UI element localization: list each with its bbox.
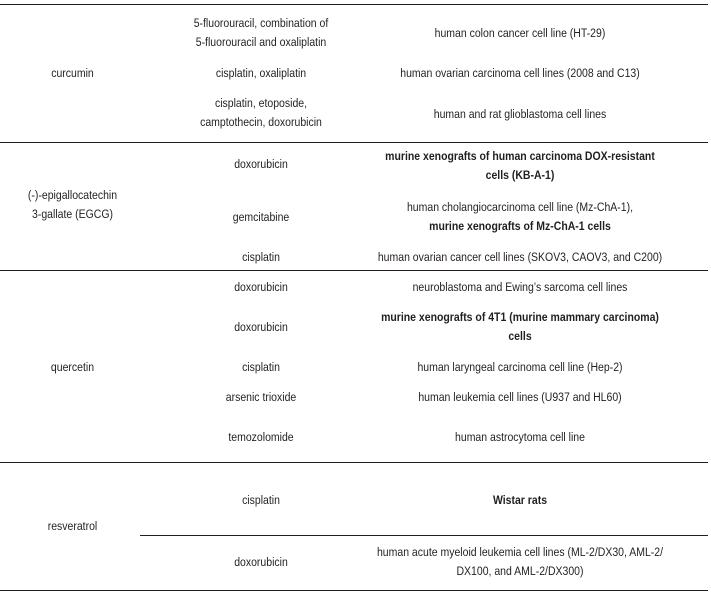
agent-cell — [10, 515, 135, 537]
model-line: human cholangiocarcinoma cell line (Mz-ChA-1), — [406, 200, 634, 214]
model-cell — [322, 62, 711, 84]
drug-line: cisplatin — [242, 359, 280, 374]
drug-line: cisplatin, oxaliplatin — [215, 65, 307, 80]
model-line: human ovarian cancer cell lines (SKOV3, CAOV3, and C200) — [377, 249, 663, 264]
model-line: human acute myeloid leukemia cell lines (ML-2/DX30, AML-2/ — [376, 545, 664, 559]
model-line: murine xenografts of Mz-ChA-1 cells — [429, 219, 611, 233]
model-line: neuroblastoma and Ewing’s sarcoma cell lines — [412, 279, 628, 294]
model-cell — [322, 489, 711, 511]
model-cell — [322, 541, 711, 583]
model-cell — [322, 426, 711, 448]
drug-line: cisplatin — [242, 492, 280, 507]
model-line: human leukemia cell lines (U937 and HL60) — [418, 389, 622, 404]
agent-cell — [10, 356, 135, 378]
model-line: human ovarian carcinoma cell lines (2008 and C13) — [400, 65, 640, 80]
model-cell — [322, 196, 711, 238]
drug-line: temozolomide — [228, 429, 294, 444]
drug-line: 5-fluorouracil and oxaliplatin — [195, 35, 327, 49]
agent-name-line: (-)-epigallocatechin — [27, 188, 118, 202]
drug-line: cisplatin — [242, 249, 280, 264]
agent-cell — [10, 184, 135, 226]
model-line: Wistar rats — [492, 492, 548, 507]
table-top-rule — [0, 4, 708, 5]
table-bottom-rule — [0, 590, 708, 591]
model-line: cells (KB-A-1) — [485, 168, 555, 182]
drug-line: doxorubicin — [234, 319, 288, 334]
model-cell — [322, 386, 711, 408]
agent-name: resveratrol — [47, 518, 98, 533]
model-cell — [322, 103, 711, 125]
agent-name-line: 3-gallate (EGCG) — [32, 207, 113, 221]
drug-line: doxorubicin — [234, 554, 288, 569]
model-cell — [322, 276, 711, 298]
model-line: murine xenografts of human carcinoma DOX-resistant — [385, 149, 655, 163]
drug-line: doxorubicin — [234, 156, 288, 171]
agent-name: quercetin — [50, 359, 95, 374]
drug-line: cisplatin, etoposide, — [214, 96, 308, 110]
model-cell — [322, 306, 711, 348]
model-line: human laryngeal carcinoma cell line (Hep-2) — [417, 359, 623, 374]
model-cell — [322, 356, 711, 378]
row-divider — [140, 535, 708, 536]
model-line: human astrocytoma cell line — [455, 429, 585, 444]
group-divider — [0, 462, 708, 463]
model-line: DX100, and AML-2/DX300) — [456, 564, 584, 578]
drug-line: gemcitabine — [232, 209, 290, 224]
drug-line: camptothecin, doxorubicin — [200, 115, 322, 129]
model-line: cells — [508, 329, 532, 343]
model-line: murine xenografts of 4T1 (murine mammary carcinoma) — [381, 310, 659, 324]
agent-name: curcumin — [51, 65, 94, 80]
model-cell — [322, 246, 711, 268]
model-line: human and rat glioblastoma cell lines — [433, 106, 607, 121]
drug-line: doxorubicin — [234, 279, 288, 294]
model-cell — [322, 22, 711, 44]
group-divider — [0, 270, 708, 271]
drug-line: 5-fluorouracil, combination of — [193, 16, 329, 30]
agent-cell — [10, 62, 135, 84]
model-line: human colon cancer cell line (HT-29) — [434, 25, 606, 40]
drug-line: arsenic trioxide — [225, 389, 297, 404]
group-divider — [0, 142, 708, 143]
model-cell — [322, 145, 711, 187]
